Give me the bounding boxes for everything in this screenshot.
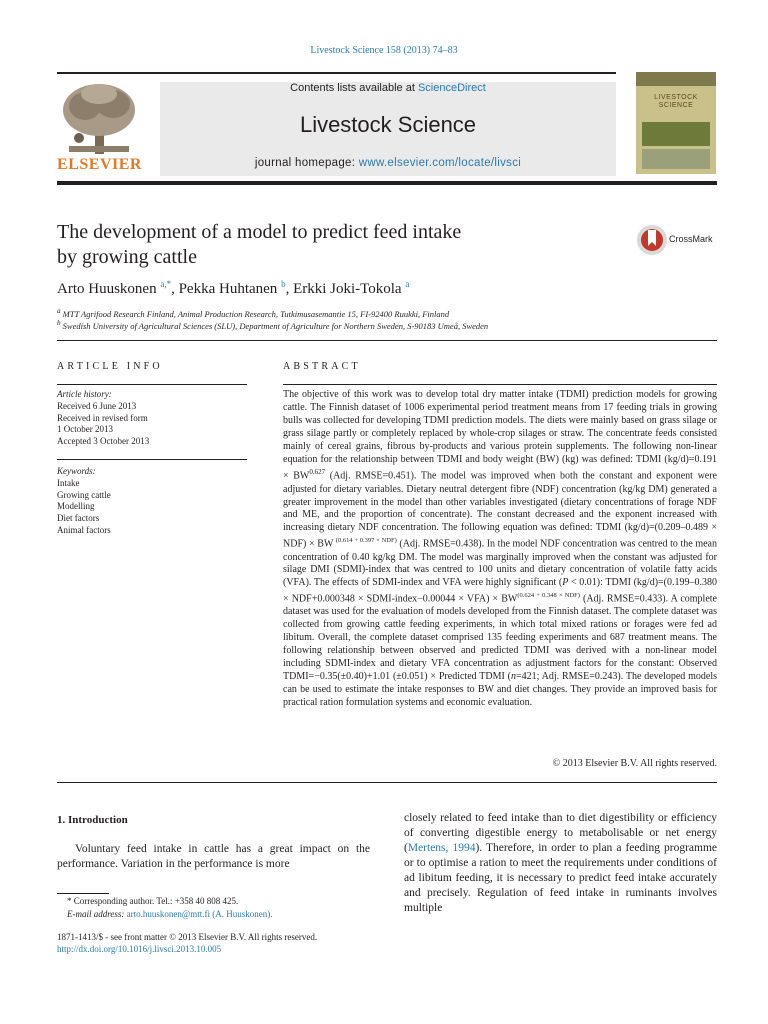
abstract-exponent: 0.627 (309, 468, 326, 477)
history-item: Received in revised form (57, 412, 148, 423)
article-title-line-2: by growing cattle (57, 246, 197, 268)
abstract-italic-n: n (510, 671, 516, 683)
cover-image (642, 122, 710, 146)
front-matter-footer (57, 931, 457, 955)
journal-homepage-line (160, 157, 616, 169)
homepage-link[interactable]: www.elsevier.com/locate/livsci (358, 157, 522, 169)
article-title-line-1: The development of a model to predict feed intake (57, 221, 462, 243)
sciencedirect-link[interactable]: ScienceDirect (417, 82, 486, 94)
abstract-bottom-rule (57, 782, 717, 783)
keyword-item: Growing cattle (57, 489, 111, 500)
abstract-text: The objective of this work was to develop total dry matter intake (TDMI) prediction models for growing cattle. The Finnish dataset of 1006 experimental period treatment means from 17 feeding trials in growing bulls was collected for developing TDMI prediction models. The diets were mainly based on grass silage or grass silage partly or completely replaced by whole-crop silages or straw. The concentrate feeds consisted mainly of cereal grains, fibrous by-products and various protein supplements. The following non-linear equation for the relationship between TDMI and body weight (BW) (kg) was defined: TDMI (kg/d)=0.191 × BW (283, 389, 717, 482)
corresponding-author-note: * Corresponding author. Tel.: +358 40 808 425. (67, 896, 239, 906)
issn-line: 1871-1413/$ - see front matter © 2013 Elsevier B.V. All rights reserved. (57, 932, 318, 942)
keywords-label: Keywords: (57, 466, 96, 476)
journal-reference-link[interactable]: Livestock Science 158 (2013) 74–83 (310, 45, 458, 56)
abstract-text: (Adj. RMSE=0.438). In the model NDF concentration was centred to the mean concentration of 0.40 kg/kg DM. The model was marginally improved when the constant was adjusted for silage DMI (SDMI)-index that was centred to 100 units and dietary concentration of volatile fatty acids (VFA). The effects of SDMI-index and VFA were highly significant ( (283, 538, 717, 589)
article-title (57, 220, 577, 270)
abstract-italic-p: P (562, 577, 569, 589)
masthead-top-rule (57, 72, 616, 74)
author-name[interactable]: Arto Huuskonen (57, 281, 157, 297)
body-left-column: Voluntary feed intake in cattle has a great impact on the performance. Variation in the performance is more (57, 843, 370, 870)
abstract-body (283, 389, 717, 710)
author-affiliation-mark[interactable]: b (281, 279, 286, 289)
history-item: Received 6 June 2013 (57, 400, 137, 411)
introduction-heading: 1. Introduction (57, 814, 128, 826)
journal-cover-thumbnail (636, 72, 716, 174)
history-label: Article history: (57, 389, 112, 399)
abstract-text: (Adj. RMSE=0.433). A complete dataset was used for the evaluation of models developed from the Finnish dataset. The complete dataset was collected from growing cattle feeding experiments, in which total mixed rations or forages were fed ad libitum. Overall, the complete dataset comprised 135 feeding experiments and 687 treatment means. The following relationship between observed and predicted TDMI was derived with a non-linear model including SDMI-index and dietary VFA concentration as adjustment factors for the constant: Observed TDMI=−0.35(±0.40)+1.01 (±0.051) × Predicted TDMI ( (283, 593, 717, 683)
body-right-column (404, 811, 717, 916)
body-text: closely related to feed intake than to diet digestibility or efficiency of converting digestible energy to metabolisable or net energy ( (404, 812, 717, 854)
cover-map-image (642, 149, 710, 169)
cover-title: LIVESTOCK SCIENCE (654, 94, 698, 109)
body-text: ). Therefore, in order to plan a feeding programme or to optimise a ration to meet the requirements under conditions of ad libitum feeding, it is necessary to predict feed intake accurately and precisely. Regulation of feed intake in ruminants involves multiple (404, 842, 718, 914)
keyword-item: Animal factors (57, 524, 111, 535)
keyword-item: Intake (57, 477, 80, 488)
abstract-text: < 0.01): TDMI (kg/d)=(0.199–0.380 × NDF+0.000348 × SDMI-index−0.00044 × VFA) × BW (283, 577, 717, 605)
email-label: E-mail address: (67, 909, 127, 919)
history-item: Accepted 3 October 2013 (57, 436, 150, 447)
crossmark-label[interactable]: CrossMark (669, 234, 713, 244)
author-affiliation-mark[interactable]: a (405, 279, 410, 289)
abstract-copyright: © 2013 Elsevier B.V. All rights reserved. (552, 758, 717, 769)
keyword-item: Diet factors (57, 513, 100, 524)
elsevier-wordmark: ELSEVIER (57, 156, 142, 173)
affiliation-text: Swedish University of Agricultural Sciences (SLU), Department of Agriculture for Northern Sweden, S-90183 Umeå, Sweden (62, 320, 489, 331)
affiliation-b (57, 318, 717, 332)
email-line (57, 908, 370, 921)
abstract-rule (283, 384, 717, 385)
email-link[interactable]: arto.huuskonen@mtt.fi (A. Huuskonen). (126, 909, 273, 919)
citation-link[interactable]: Mertens, 1994 (407, 842, 476, 854)
contents-availability-line (160, 82, 616, 94)
affiliation-text: MTT Agrifood Research Finland, Animal Production Research, Tutkimusasemantie 15, FI-92400 Ruukki, Finland (62, 308, 450, 319)
article-info-rule (57, 384, 247, 385)
keywords-rule (57, 459, 247, 460)
author-name[interactable]: Pekka Huhtanen (178, 281, 278, 297)
affiliation-mark: a (57, 307, 61, 315)
history-item: 1 October 2013 (57, 424, 113, 435)
journal-title: Livestock Science (299, 112, 477, 137)
keyword-item: Modelling (57, 501, 95, 512)
doi-link[interactable]: http://dx.doi.org/10.1016/j.livsci.2013.10.005 (57, 944, 222, 954)
keywords-list (57, 466, 247, 537)
abstract-exponent: (0.614 + 0.397 × NDF) (335, 537, 397, 545)
header-section-divider (57, 340, 717, 341)
abstract-exponent: (0.624 + 0.348 × NDF) (517, 592, 580, 600)
homepage-prefix: journal homepage: (254, 157, 359, 169)
abstract-heading: ABSTRACT (283, 361, 361, 372)
article-history (57, 389, 247, 448)
masthead-bottom-rule (57, 181, 717, 185)
footnote (57, 895, 370, 921)
contents-prefix: Contents lists available at (290, 82, 418, 94)
abstract-text: (Adj. RMSE=0.451). The model was improved when both the constant and exponent were adjusted for dietary variables. Dietary neutral detergent fibre (NDF) concentration (kg/kg DM) generated a greater improvement in the model than other variables investigated (dietary concentrations of forage NDF and ME, and the proportion of concentrate). The constant decreased and the exponent increased with increasing dietary NDF concentration. The following equation was defined: TDMI (kg/d)=(0.209–0.489 × NDF) × BW (283, 470, 717, 550)
author-affiliation-mark[interactable]: a,* (160, 279, 172, 289)
author-name[interactable]: Erkki Joki-Tokola (293, 281, 402, 297)
article-info-heading: ARTICLE INFO (57, 361, 163, 372)
author-list: Arto Huuskonen $^{a,*}$, Pekka Huhtanen $^b$, Erkki Joki-Tokola $^a$ (57, 279, 410, 297)
abstract-text: =421; Adj. RMSE=0.243). The developed models can be used to estimate the intake responses to BW and diet changes. They provide an improved basis for practical ration formulation systems and economic evaluation. (283, 671, 717, 708)
cover-top-band (636, 72, 716, 86)
affiliation-mark: b (57, 319, 61, 327)
footnote-rule (57, 893, 109, 894)
